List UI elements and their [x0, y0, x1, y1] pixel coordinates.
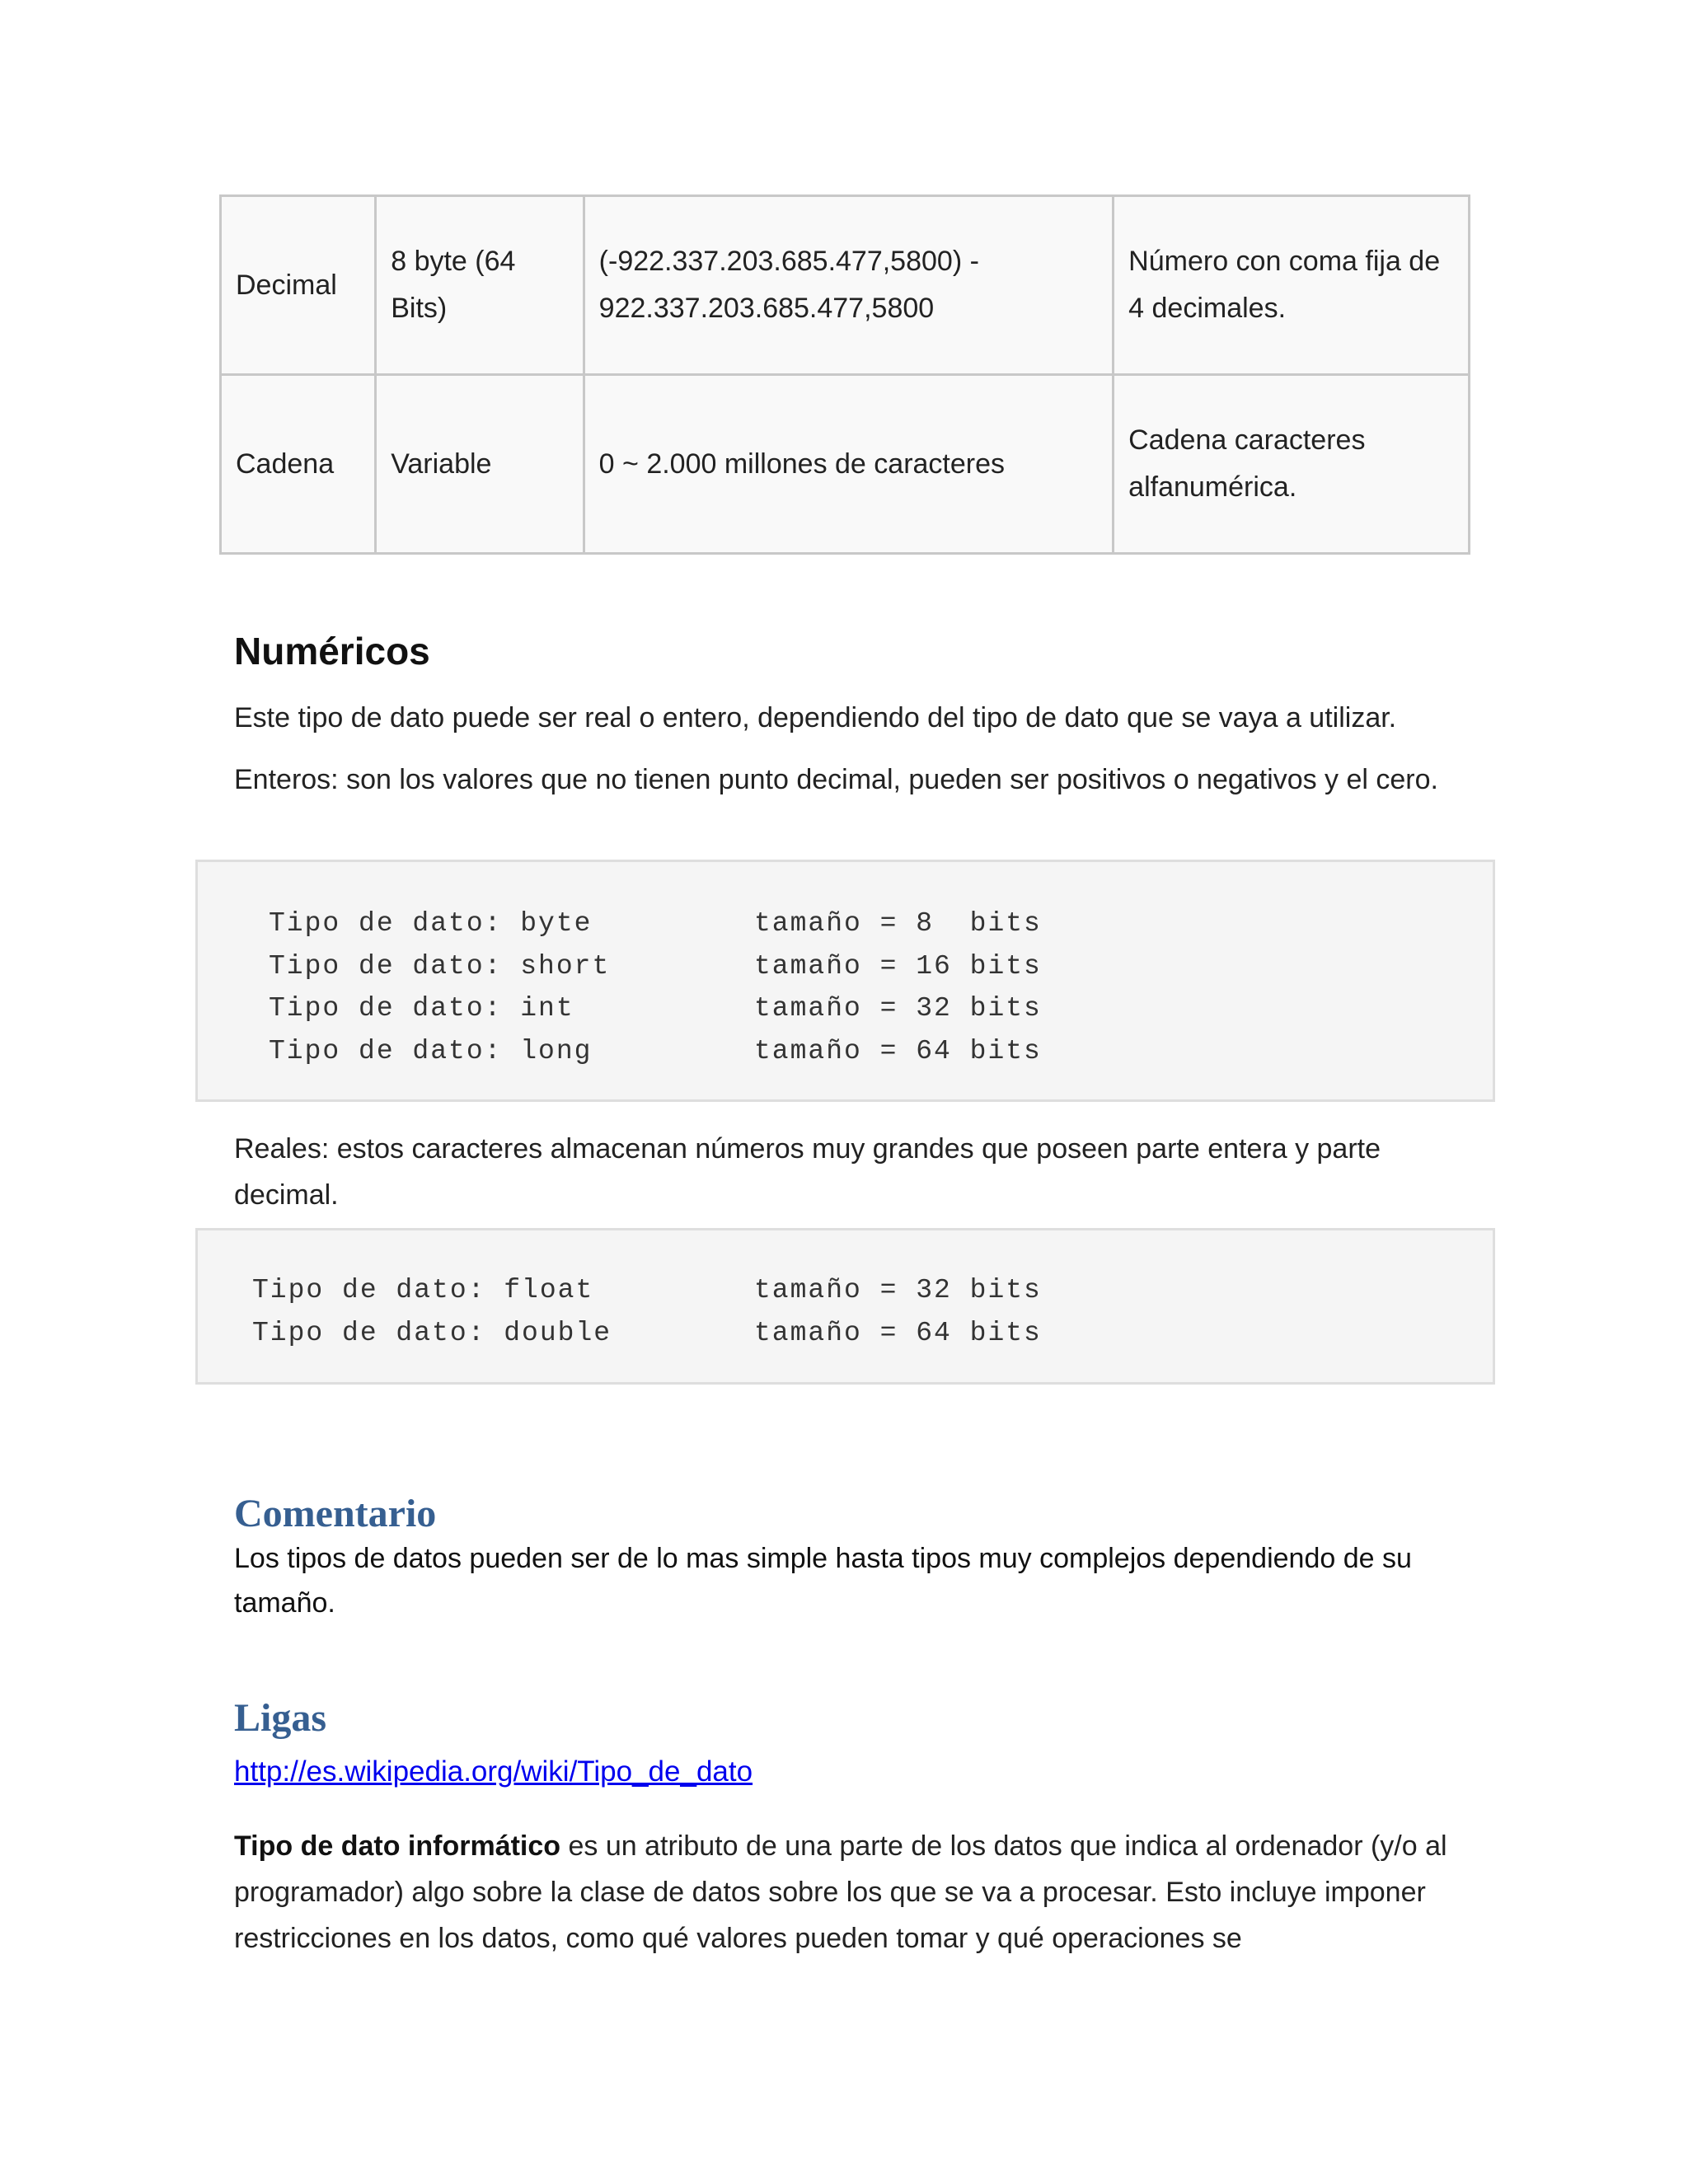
code-type: Tipo de dato: float [252, 1275, 594, 1305]
wikipedia-link[interactable]: http://es.wikipedia.org/wiki/Tipo_de_dato [234, 1755, 753, 1788]
code-type: Tipo de dato: long [269, 1036, 593, 1066]
tipo-de-dato-term: Tipo de dato informático [234, 1830, 561, 1862]
code-size: tamaño = 32 bits [754, 993, 1042, 1024]
tipo-de-dato-paragraph [234, 1823, 1470, 1961]
code-size: tamaño = 16 bits [754, 951, 1042, 982]
enteros-description: Enteros: son los valores que no tienen punto decimal, pueden ser positivos o negativos y el cero. [234, 764, 1438, 795]
type-description-cell: Cadena caracteres alfanumérica. [1114, 375, 1470, 554]
type-name-cell: Decimal [221, 196, 376, 375]
code-type: Tipo de dato: short [269, 951, 611, 982]
ligas-heading: Ligas [234, 1696, 327, 1740]
code-size: tamaño = 64 bits [754, 1036, 1042, 1066]
type-name-cell: Cadena [221, 375, 376, 554]
numericos-intro: Este tipo de dato puede ser real o entero, dependiendo del tipo de dato que se vaya a utilizar. [234, 702, 1397, 733]
data-types-table [219, 194, 1470, 555]
enteros-code-block [195, 860, 1495, 1102]
tipo-de-dato-text: es un atributo de una parte de los datos que indica al ordenador (y/o al programador) algo sobre la clase de datos sobre los que se va a procesar. Esto incluye imponer restricciones en los datos, como qué valores pueden tomar y qué operaciones se [234, 1830, 1447, 1954]
reales-description: Reales: estos caracteres almacenan números muy grandes que poseen parte entera y parte decimal. [234, 1133, 1381, 1211]
code-type: Tipo de dato: byte [269, 908, 593, 939]
numericos-heading: Numéricos [234, 630, 430, 673]
table-row [221, 196, 1470, 375]
type-size-cell: Variable [376, 375, 584, 554]
code-type: Tipo de dato: int [269, 993, 574, 1024]
type-range-cell: 0 ~ 2.000 millones de caracteres [584, 375, 1114, 554]
type-description-cell: Número con coma fija de 4 decimales. [1114, 196, 1470, 375]
reales-code-block [195, 1228, 1495, 1385]
code-size: tamaño = 32 bits [754, 1275, 1042, 1305]
type-size-cell: 8 byte (64 Bits) [376, 196, 584, 375]
comentario-text: Los tipos de datos pueden ser de lo mas simple hasta tipos muy complejos dependiendo de su tamaño. [234, 1543, 1412, 1619]
code-type: Tipo de dato: double [252, 1318, 612, 1348]
table-row [221, 375, 1470, 554]
code-size: tamaño = 64 bits [754, 1318, 1042, 1348]
type-range-cell: (-922.337.203.685.477,5800) - 922.337.203.685.477,5800 [584, 196, 1114, 375]
code-size: tamaño = 8 bits [754, 908, 1042, 939]
comentario-heading: Comentario [234, 1492, 437, 1535]
